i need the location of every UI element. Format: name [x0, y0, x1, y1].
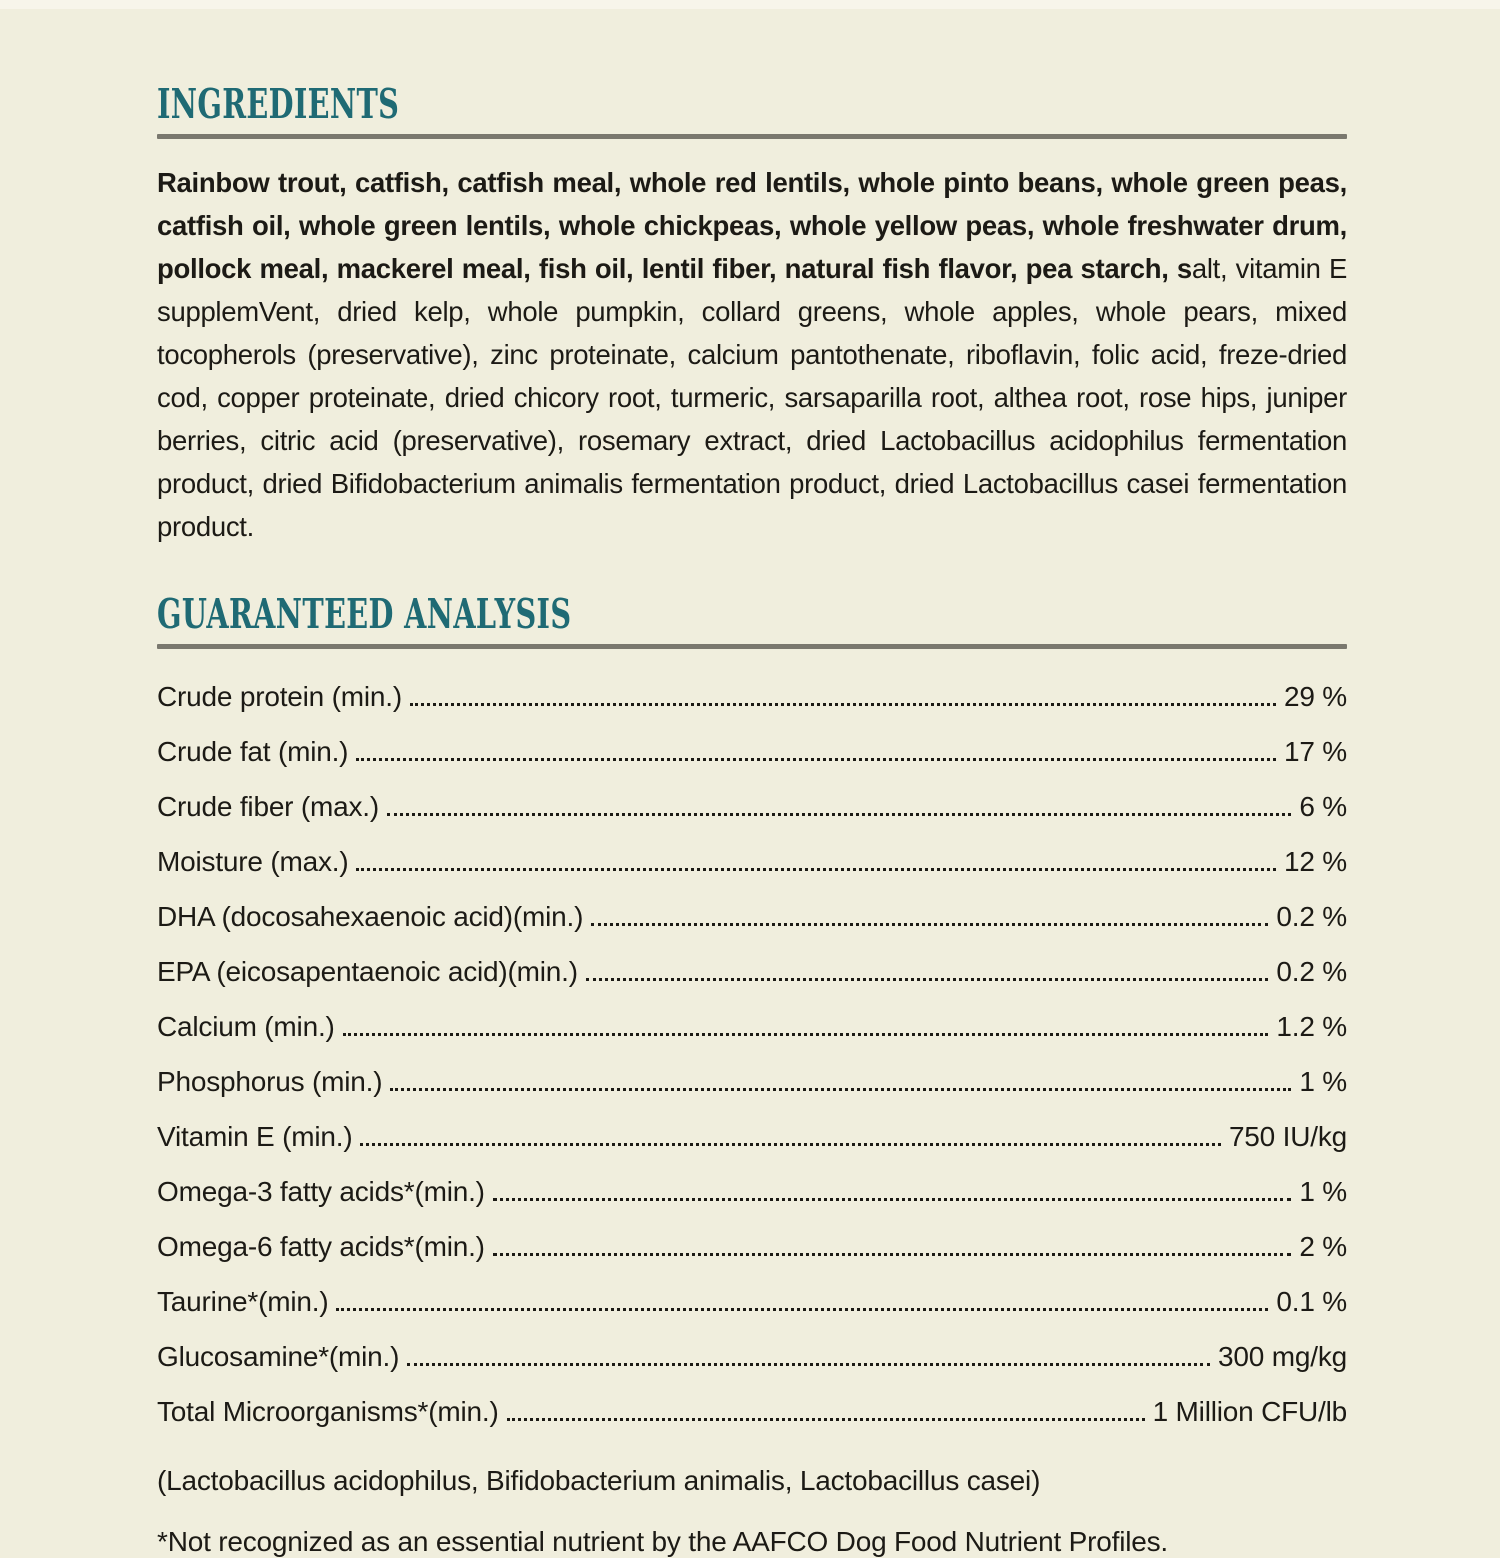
row-value: 1.2 % [1276, 1011, 1347, 1042]
row-label: Phosphorus (min.) [157, 1066, 383, 1097]
dot-leader [586, 958, 1269, 981]
row-label: Glucosamine*(min.) [157, 1341, 400, 1372]
row-label: Total Microorganisms*(min.) [157, 1396, 499, 1427]
guaranteed-analysis-heading: GUARANTEED ANALYSIS [157, 590, 572, 638]
guaranteed-analysis-divider [157, 644, 1347, 649]
row-value: 17 % [1283, 736, 1347, 767]
dot-leader [410, 683, 1276, 706]
dot-leader [387, 793, 1291, 816]
row-label: Crude protein (min.) [157, 681, 402, 712]
row-label: Moisture (max.) [157, 846, 349, 877]
dot-leader [507, 1398, 1145, 1421]
analysis-row-crude-protein [157, 681, 1347, 736]
dot-leader [343, 1013, 1269, 1036]
ingredients-divider [157, 134, 1347, 139]
dot-leader [356, 848, 1275, 871]
row-value: 300 mg/kg [1218, 1341, 1347, 1372]
aafco-footnote: *Not recognized as an essential nutrient by the AAFCO Dog Food Nutrient Profiles. [157, 1526, 1168, 1557]
dot-leader [591, 903, 1268, 926]
row-value: 750 IU/kg [1228, 1121, 1347, 1152]
row-value: 1 % [1299, 1176, 1347, 1207]
row-label: Calcium (min.) [157, 1011, 335, 1042]
row-value: 29 % [1283, 681, 1347, 712]
analysis-row-taurine [157, 1286, 1347, 1341]
row-value: 1 Million CFU/lb [1152, 1396, 1347, 1427]
row-value: 2 % [1299, 1231, 1347, 1262]
analysis-row-epa [157, 956, 1347, 1011]
analysis-row-omega-3 [157, 1176, 1347, 1231]
row-value: 12 % [1283, 846, 1347, 877]
row-value: 0.1 % [1276, 1286, 1347, 1317]
analysis-row-calcium [157, 1011, 1347, 1066]
row-label: EPA (eicosapentaenoic acid)(min.) [157, 956, 578, 987]
dot-leader [356, 738, 1276, 761]
dot-leader [493, 1233, 1292, 1256]
row-label: DHA (docosahexaenoic acid)(min.) [157, 901, 584, 932]
analysis-row-moisture [157, 846, 1347, 901]
analysis-row-glucosamine [157, 1341, 1347, 1396]
analysis-row-crude-fiber [157, 791, 1347, 846]
pet-food-label [157, 80, 1347, 1558]
analysis-row-dha [157, 901, 1347, 956]
row-label: Crude fat (min.) [157, 736, 349, 767]
analysis-row-crude-fat [157, 736, 1347, 791]
row-label: Vitamin E (min.) [157, 1121, 353, 1152]
row-value: 0.2 % [1276, 901, 1347, 932]
ingredients-section [157, 80, 1347, 548]
row-value: 1 % [1299, 1066, 1347, 1097]
ingredients-paragraph [157, 161, 1347, 548]
analysis-row-vitamin-e [157, 1121, 1347, 1176]
analysis-row-total-microorganisms [157, 1396, 1347, 1451]
dot-leader [360, 1123, 1220, 1146]
analysis-table [157, 681, 1347, 1451]
row-label: Crude fiber (max.) [157, 791, 380, 822]
photo-edge-strip [0, 0, 1500, 9]
dot-leader [390, 1068, 1291, 1091]
row-label: Omega-3 fatty acids*(min.) [157, 1176, 485, 1207]
ingredients-heading: INGREDIENTS [157, 80, 400, 128]
dot-leader [407, 1343, 1210, 1366]
microorganisms-footnote: (Lactobacillus acidophilus, Bifidobacterium animalis, Lactobacillus casei) [157, 1465, 1041, 1496]
row-label: Taurine*(min.) [157, 1286, 329, 1317]
analysis-row-omega-6 [157, 1231, 1347, 1286]
row-label: Omega-6 fatty acids*(min.) [157, 1231, 485, 1262]
ingredients-bold-text: Rainbow trout, catfish, catfish meal, whole red lentils, whole pinto beans, whole green peas, catfish oil, whole green lentils, whole chickpeas, whole yellow peas, whole freshwater drum, pollock meal, mackerel meal, fish oil, lentil fiber, natural fish flavor, pea starch, s [157, 167, 1347, 284]
guaranteed-analysis-section [157, 590, 1347, 1558]
ingredients-regular-text: alt, vitamin E supplemVent, dried kelp, whole pumpkin, collard greens, whole apples, whole pears, mixed tocopherols (preservative), zinc proteinate, calcium pantothenate, riboflavin, folic acid, freze-dried cod, copper proteinate, dried chicory root, turmeric, sarsaparilla root, althea root, rose hips, juniper berries, citric acid (preservative), rosemary extract, dried Lactobacillus acidophilus fermentation product, dried Bifidobacterium animalis fermentation product, dried Lactobacillus casei fermentation product. [157, 253, 1347, 542]
dot-leader [336, 1288, 1268, 1311]
analysis-row-phosphorus [157, 1066, 1347, 1121]
row-value: 6 % [1299, 791, 1347, 822]
row-value: 0.2 % [1276, 956, 1347, 987]
dot-leader [493, 1178, 1292, 1201]
